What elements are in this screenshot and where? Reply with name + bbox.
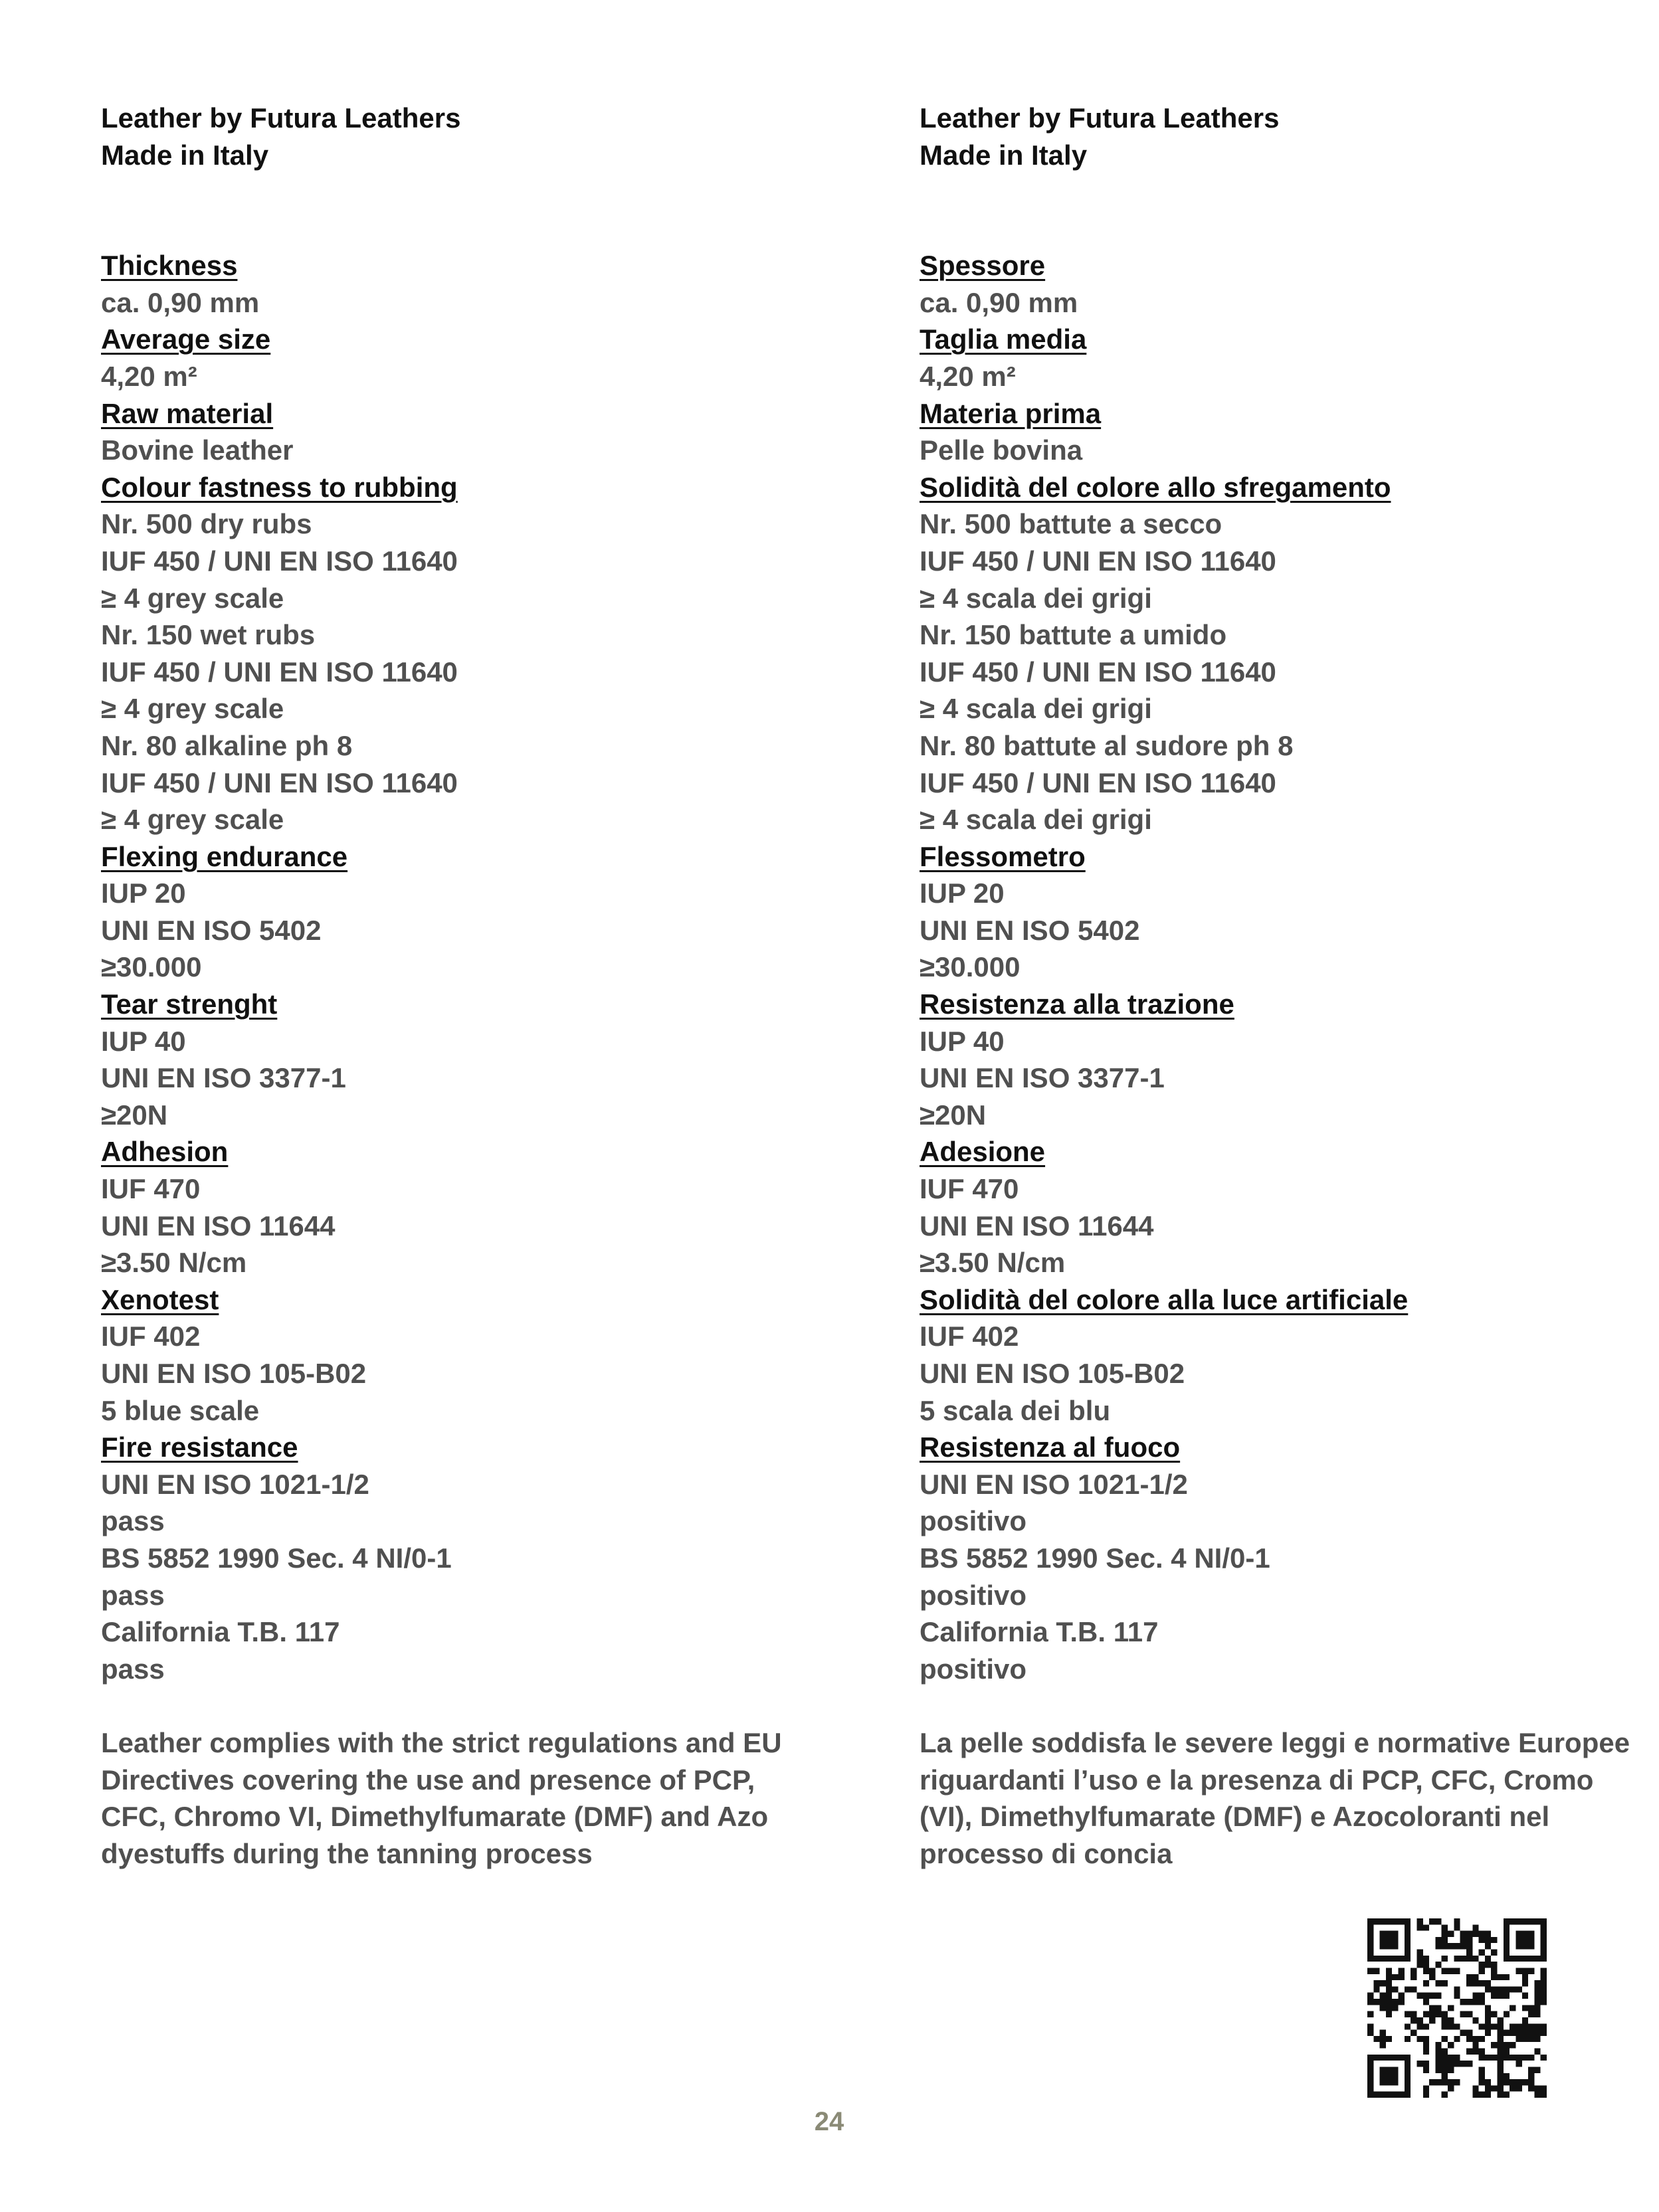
spec-value: IUF 450 / UNI EN ISO 11640 xyxy=(920,767,1276,798)
compliance-note: La pelle soddisfa le severe leggi e normative Europee riguardanti l’uso e la presenza di PCP, CFC, Cromo (VI), Dimethylfumarate (DMF) e Azocoloranti nel processo di concia xyxy=(920,1726,1630,1869)
spec-title: Materia prima xyxy=(920,397,1102,429)
spec-title: Solidità del colore allo sfregamento xyxy=(920,471,1391,503)
spec-title: Adhesion xyxy=(101,1136,229,1168)
spec-value: ca. 0,90 mm xyxy=(920,286,1078,318)
spec-value: IUF 402 xyxy=(101,1321,201,1352)
spec-value: IUF 470 xyxy=(101,1173,201,1205)
spec-title: Flessometro xyxy=(920,840,1086,872)
spec-value: IUF 450 / UNI EN ISO 11640 xyxy=(920,545,1276,577)
spec-value: ≥ 4 grey scale xyxy=(101,582,284,614)
spec-value: positivo xyxy=(920,1653,1027,1685)
spec-title: Resistenza alla trazione xyxy=(920,988,1234,1020)
spec-value: IUP 40 xyxy=(920,1025,1005,1057)
spec-value: UNI EN ISO 5402 xyxy=(920,914,1140,946)
spec-value: IUF 450 / UNI EN ISO 11640 xyxy=(101,545,458,577)
spec-list xyxy=(101,247,845,1687)
spec-value: IUP 40 xyxy=(101,1025,186,1057)
spec-title: Fire resistance xyxy=(101,1431,298,1463)
spec-value: ≥30.000 xyxy=(101,951,202,983)
header xyxy=(920,100,1659,173)
compliance-note: Leather complies with the strict regulations and EU Directives covering the use and presence of PCP, CFC, Chromo VI, Dimethylfumarate (DMF) and Azo dyestuffs during the tanning process xyxy=(101,1726,782,1869)
spec-value: 4,20 m² xyxy=(101,360,197,392)
spec-value: UNI EN ISO 11644 xyxy=(920,1210,1154,1242)
qr-code-icon xyxy=(1367,1918,1547,2098)
spec-title: Solidità del colore alla luce artificiale xyxy=(920,1283,1409,1315)
spec-value: pass xyxy=(101,1505,165,1537)
spec-value: IUF 450 / UNI EN ISO 11640 xyxy=(920,656,1276,688)
spec-value: ca. 0,90 mm xyxy=(101,286,260,318)
spec-value: Nr. 150 wet rubs xyxy=(101,619,316,651)
spec-value: ≥20N xyxy=(101,1099,168,1131)
spec-value: ≥30.000 xyxy=(920,951,1021,983)
spec-value: UNI EN ISO 1021-1/2 xyxy=(920,1468,1188,1500)
spec-value: UNI EN ISO 3377-1 xyxy=(920,1062,1165,1094)
spec-value: UNI EN ISO 105-B02 xyxy=(101,1358,367,1389)
spec-value: ≥ 4 grey scale xyxy=(101,693,284,725)
spec-value: ≥ 4 grey scale xyxy=(101,804,284,836)
spec-value: Bovine leather xyxy=(101,434,294,466)
spec-value: 5 scala dei blu xyxy=(920,1394,1111,1426)
brand-line: Leather by Futura Leathers xyxy=(101,102,461,134)
spec-value: IUF 470 xyxy=(920,1173,1019,1205)
spec-value: positivo xyxy=(920,1505,1027,1537)
spec-value: IUF 450 / UNI EN ISO 11640 xyxy=(101,767,458,798)
spec-value: pass xyxy=(101,1579,165,1611)
spec-value: UNI EN ISO 11644 xyxy=(101,1210,336,1242)
spec-value: UNI EN ISO 5402 xyxy=(101,914,322,946)
origin-line: Made in Italy xyxy=(101,139,269,171)
spec-value: Nr. 80 alkaline ph 8 xyxy=(101,729,353,761)
left-column-english xyxy=(101,100,845,1872)
spec-value: pass xyxy=(101,1653,165,1685)
header xyxy=(101,100,845,173)
spec-value: ≥ 4 scala dei grigi xyxy=(920,693,1152,725)
spec-value: ≥ 4 scala dei grigi xyxy=(920,804,1152,836)
spec-value: Nr. 500 battute a secco xyxy=(920,508,1222,540)
spec-title: Xenotest xyxy=(101,1283,219,1315)
right-column-italian xyxy=(920,100,1659,1872)
spec-title: Average size xyxy=(101,323,271,355)
spec-title: Flexing endurance xyxy=(101,840,348,872)
spec-title: Spessore xyxy=(920,250,1046,282)
spec-value: Nr. 500 dry rubs xyxy=(101,508,312,540)
spec-value: BS 5852 1990 Sec. 4 NI/0-1 xyxy=(101,1542,452,1574)
spec-value: BS 5852 1990 Sec. 4 NI/0-1 xyxy=(920,1542,1270,1574)
origin-line: Made in Italy xyxy=(920,139,1088,171)
spec-value: ≥3.50 N/cm xyxy=(920,1247,1066,1279)
spec-title: Taglia media xyxy=(920,323,1087,355)
spec-value: positivo xyxy=(920,1579,1027,1611)
spec-value: Pelle bovina xyxy=(920,434,1083,466)
spec-title: Raw material xyxy=(101,397,274,429)
spec-list xyxy=(920,247,1659,1687)
spec-value: 4,20 m² xyxy=(920,360,1016,392)
spec-value: California T.B. 117 xyxy=(920,1616,1159,1648)
spec-value: UNI EN ISO 3377-1 xyxy=(101,1062,346,1094)
spec-value: IUP 20 xyxy=(101,877,186,909)
spec-value: ≥20N xyxy=(920,1099,987,1131)
spec-value: UNI EN ISO 1021-1/2 xyxy=(101,1468,369,1500)
spec-value: ≥ 4 scala dei grigi xyxy=(920,582,1152,614)
brand-line: Leather by Futura Leathers xyxy=(920,102,1280,134)
spec-value: Nr. 150 battute a umido xyxy=(920,619,1227,651)
spec-value: IUF 402 xyxy=(920,1321,1019,1352)
spec-value: Nr. 80 battute al sudore ph 8 xyxy=(920,729,1294,761)
spec-title: Thickness xyxy=(101,250,238,282)
spec-value: UNI EN ISO 105-B02 xyxy=(920,1358,1185,1389)
spec-value: California T.B. 117 xyxy=(101,1616,340,1648)
spec-title: Colour fastness to rubbing xyxy=(101,471,458,503)
spec-value: ≥3.50 N/cm xyxy=(101,1247,247,1279)
spec-value: IUF 450 / UNI EN ISO 11640 xyxy=(101,656,458,688)
spec-value: IUP 20 xyxy=(920,877,1005,909)
spec-title: Tear strenght xyxy=(101,988,278,1020)
page-number: 24 xyxy=(814,2107,844,2136)
spec-title: Resistenza al fuoco xyxy=(920,1431,1181,1463)
spec-value: 5 blue scale xyxy=(101,1394,260,1426)
spec-title: Adesione xyxy=(920,1136,1046,1168)
